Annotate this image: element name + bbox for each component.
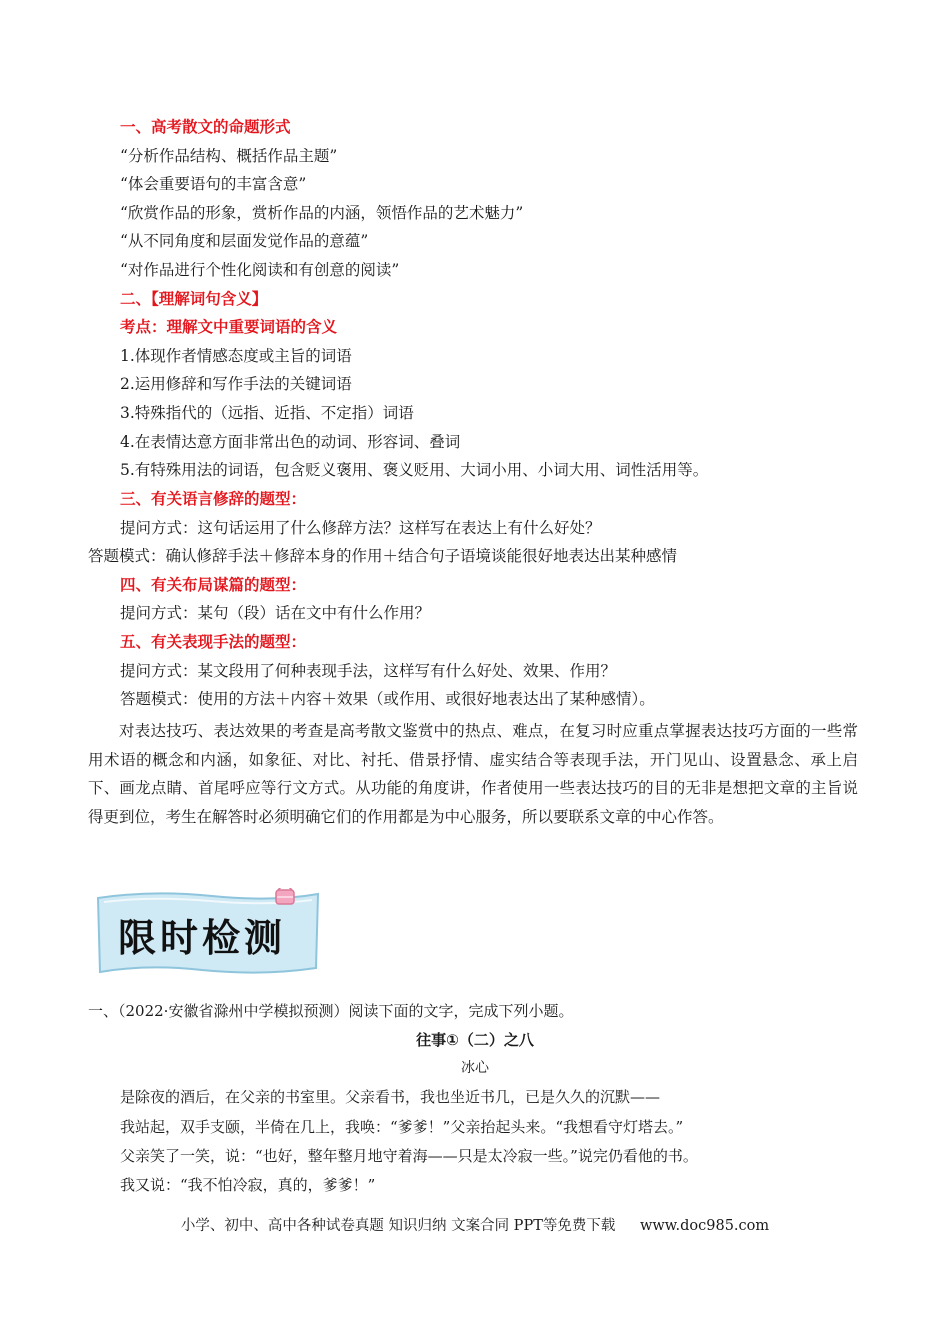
binder-clip-icon: [276, 888, 294, 904]
section1-item: “分析作品结构、概括作品主题”: [120, 147, 338, 165]
section1-item: “体会重要语句的丰富含意”: [120, 175, 307, 193]
section1-item: “从不同角度和层面发觉作品的意蕴”: [120, 232, 369, 250]
story-title: 往事①（二）之八: [416, 1031, 534, 1049]
section2-subheading: 考点：理解文中重要词语的含义: [120, 318, 338, 336]
section5-question: 提问方式：某文段用了何种表现手法，这样写有什么好处、效果、作用？: [120, 662, 617, 680]
section2-item: 1.体现作者情感态度或主旨的词语: [120, 347, 352, 365]
section2-item: 3.特殊指代的（远指、近指、不定指）词语: [120, 404, 414, 422]
section1-heading: 一、高考散文的命题形式: [120, 118, 291, 136]
story-line: 我又说：“我不怕冷寂，真的，爹爹！”: [120, 1176, 376, 1194]
section4-question: 提问方式：某句（段）话在文中有什么作用？: [120, 604, 431, 622]
story-author: 冰心: [461, 1060, 489, 1076]
footer-link[interactable]: www.doc985.com: [639, 1218, 770, 1234]
section1-item: “对作品进行个性化阅读和有创意的阅读”: [120, 261, 400, 279]
story-line: 父亲笑了一笑，说：“也好，整年整月地守着海——只是太冷寂一些。”说完仍看他的书。: [120, 1147, 698, 1165]
section2-item: 4.在表情达意方面非常出色的动词、形容词、叠词: [120, 433, 461, 451]
exercise-intro: 一、（2022·安徽省滁州中学模拟预测）阅读下面的文字，完成下列小题。: [88, 1002, 574, 1020]
section3-heading: 三、有关语言修辞的题型：: [120, 490, 307, 508]
section4-heading: 四、有关布局谋篇的题型：: [120, 576, 307, 594]
section3-question: 提问方式：这句话运用了什么修辞方法？这样写在表达上有什么好处？: [120, 519, 601, 537]
section5-paragraph: 对表达技巧、表达效果的考查是高考散文鉴赏中的热点、难点，在复习时应重点掌握表达技巧方面的一些常用术语的概念和内涵，如象征、对比、衬托、借景抒情、虚实结合等表现手法，开门见山、设置悬念、承上启下、画龙点睛、首尾呼应等行文方式。从功能的角度讲，作者使用一些表达技巧的目的无非是想把文章的主旨说得更到位，考生在解答时必须明确它们的作用都是为中心服务，所以要联系文章的中心作答。: [88, 722, 858, 826]
section5-heading: 五、有关表现手法的题型：: [120, 633, 307, 651]
section2-item: 2.运用修辞和写作手法的关键词语: [120, 375, 352, 393]
story-line: 是除夜的酒后，在父亲的书室里。父亲看书，我也坐近书几，已是久久的沉默——: [120, 1088, 661, 1106]
section2-item: 5.有特殊用法的词语，包含贬义褒用、褒义贬用、大词小用、小词大用、词性活用等。: [120, 461, 709, 479]
story-line: 我站起，双手支颐，半倚在几上，我唤：“爹爹！”父亲抬起头来。“我想看守灯塔去。”: [120, 1118, 684, 1136]
section3-answer: 答题模式：确认修辞手法＋修辞本身的作用＋结合句子语境谈能很好地表达出某种感情: [88, 547, 678, 565]
section5-answer: 答题模式：使用的方法＋内容＋效果（或作用、或很好地表达出了某种感情）。: [120, 690, 655, 708]
badge-label: 限时检测: [118, 916, 287, 960]
section1-item: “欣赏作品的形象，赏析作品的内涵，领悟作品的艺术魅力”: [120, 204, 524, 222]
section2-heading: 二、【理解词句含义】: [120, 290, 268, 308]
footer-text: 小学、初中、高中各种试卷真题 知识归纳 文案合同 PPT等免费下载: [180, 1218, 616, 1234]
page-footer: [0, 1214, 950, 1235]
